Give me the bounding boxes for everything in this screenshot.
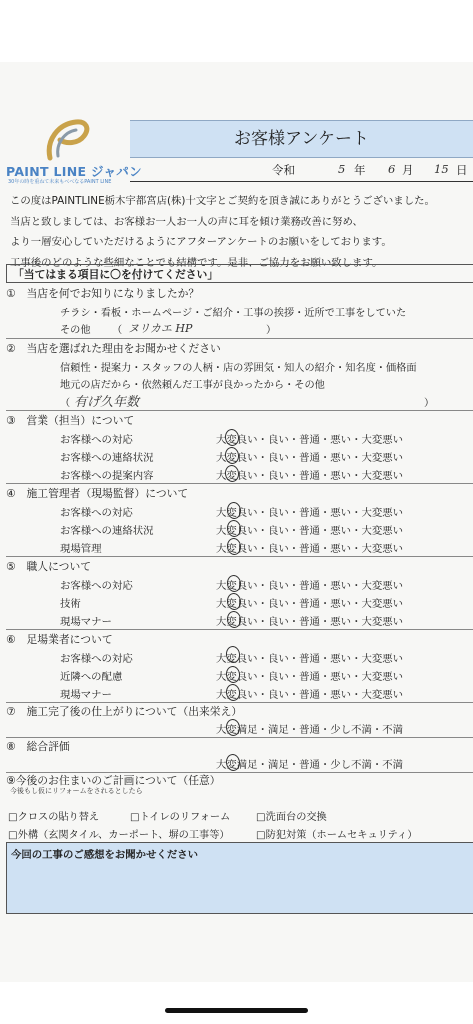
q3-title: ③ 営業（担当）について: [6, 414, 135, 427]
q2-title: ② 当店を選ばれた理由をお聞かせください: [6, 342, 221, 355]
check-toilet[interactable]: □トイレのリフォーム: [130, 812, 231, 823]
q8-scale: 大変満足・満足・普通・少し不満・不満: [216, 759, 404, 771]
intro-line: より一層安心していただけるようにアフターアンケートのお願いをしております。: [10, 236, 392, 248]
q5-row-scale: 大変良い・良い・普通・悪い・大変悪い: [216, 598, 404, 610]
q5-row-scale: 大変良い・良い・普通・悪い・大変悪い: [216, 616, 404, 628]
divider: [6, 410, 473, 411]
q3-row-scale: 大変良い・良い・普通・悪い・大変悪い: [216, 470, 404, 482]
q3-row-label: お客様への連絡状況: [60, 452, 154, 464]
divider: [6, 737, 473, 738]
date-row: [130, 157, 473, 182]
q6-title: ⑥ 足場業者について: [6, 633, 113, 646]
divider: [6, 629, 473, 630]
q7-title: ⑦ 施工完了後の仕上がりについて（出来栄え）: [6, 705, 243, 718]
logo: [6, 118, 142, 188]
q5-row-label: 技術: [60, 598, 81, 610]
date-day: 15: [434, 162, 449, 176]
q2-answer-close: ）: [424, 398, 435, 409]
q6-row-scale: 大変良い・良い・普通・悪い・大変悪い: [216, 689, 404, 701]
instruction: 「当てはまる項目に〇を付けてください」: [6, 264, 473, 283]
q8-title: ⑧ 総合評価: [6, 740, 70, 753]
q6-row-scale: 大変良い・良い・普通・悪い・大変悪い: [216, 653, 404, 665]
q5-title: ⑤ 職人について: [6, 560, 92, 573]
date-month: 6: [388, 162, 396, 176]
divider: [6, 338, 473, 339]
q4-row-label: お客様への連絡状況: [60, 525, 154, 537]
intro-line: 当店と致しましては、お客様お一人お一人の声に耳を傾け業務改善に努め、: [10, 215, 363, 228]
q5-row-label: 現場マナー: [60, 616, 112, 628]
check-security[interactable]: □防犯対策（ホームセキュリティ）: [256, 830, 418, 841]
q6-row-label: お客様への対応: [60, 653, 133, 665]
q4-row-scale: 大変良い・良い・普通・悪い・大変悪い: [216, 507, 404, 519]
bottom-band: [0, 982, 473, 1024]
comment-title: 今回の工事のご感想をお聞かせください: [11, 849, 199, 861]
check-cloth[interactable]: □クロスの貼り替え: [8, 812, 100, 823]
date-year: 5: [338, 162, 346, 176]
q3-row-scale: 大変良い・良い・普通・悪い・大変悪い: [216, 452, 404, 464]
q9-note: 今後もし仮にリフォームをされるとしたら: [10, 787, 143, 795]
intro-line: この度はPAINTLINE栃木宇都宮店(株)十文字とご契約を頂き誠にありがとうございました。: [10, 195, 435, 207]
top-band: [0, 0, 473, 62]
q1-other-label: その他: [60, 325, 91, 336]
date-year-unit: 年: [354, 163, 366, 177]
logo-tagline: 30年の時を重ねて未来もべべなるPAINT LINE: [8, 179, 112, 185]
q5-row-label: お客様への対応: [60, 580, 133, 592]
q4-row-scale: 大変良い・良い・普通・悪い・大変悪い: [216, 543, 404, 555]
date-month-unit: 月: [402, 163, 414, 177]
q2-answer: 有げ久年数: [74, 395, 140, 410]
date-era: 令和: [272, 163, 295, 177]
q9-title: ⑨今後のお住まいのご計画について（任意）: [6, 774, 221, 787]
q6-row-label: 現場マナー: [60, 689, 112, 701]
check-washbasin[interactable]: □洗面台の交換: [256, 812, 327, 823]
q1-other-close: ）: [266, 325, 277, 336]
logo-mark-icon: [36, 118, 92, 162]
q5-row-scale: 大変良い・良い・普通・悪い・大変悪い: [216, 580, 404, 592]
home-indicator: [165, 1008, 308, 1013]
q1-title: ① 当店を何でお知りになりましたか？: [6, 287, 200, 300]
intro-line: 工事後のどのような些細なことでも結構です。是非、ご協力をお願い致します。: [10, 256, 383, 269]
q1-other-answer: ヌリカエ HP: [128, 322, 193, 335]
check-exterior[interactable]: □外構（玄関タイル、カーポート、塀の工事等）: [8, 830, 230, 841]
divider: [6, 556, 473, 557]
divider: [6, 483, 473, 484]
date-day-unit: 日: [456, 163, 468, 177]
q6-row-scale: 大変良い・良い・普通・悪い・大変悪い: [216, 671, 404, 683]
intro-text: [10, 191, 435, 273]
q3-row-label: お客様への対応: [60, 434, 133, 446]
q4-row-scale: 大変良い・良い・普通・悪い・大変悪い: [216, 525, 404, 537]
q4-row-label: お客様への対応: [60, 507, 133, 519]
q1-other-open: （: [112, 325, 123, 336]
q7-scale: 大変満足・満足・普通・少し不満・不満: [216, 724, 404, 736]
q3-row-label: お客様への提案内容: [60, 470, 154, 482]
page-title: お客様アンケート: [130, 120, 473, 158]
q1-options: チラシ・看板・ホームページ・ご紹介・工事の挨拶・近所で工事をしていた: [60, 308, 407, 319]
q4-title: ④ 施工管理者（現場監督）について: [6, 487, 189, 500]
divider: [6, 702, 473, 703]
q4-row-label: 現場管理: [60, 543, 102, 555]
comment-box[interactable]: [6, 842, 473, 914]
q2-options-line1: 信頼性・提案力・スタッフの人柄・店の雰囲気・知人の紹介・知名度・価格面: [60, 363, 417, 374]
q6-row-label: 近隣への配慮: [60, 671, 123, 683]
q2-options-line2: 地元の店だから・依然頼んだ工事が良かったから・その他: [60, 380, 325, 391]
q3-row-scale: 大変良い・良い・普通・悪い・大変悪い: [216, 434, 404, 446]
q2-answer-open: （: [60, 398, 71, 409]
logo-name: PAINT LINE ジャパン: [6, 164, 142, 179]
